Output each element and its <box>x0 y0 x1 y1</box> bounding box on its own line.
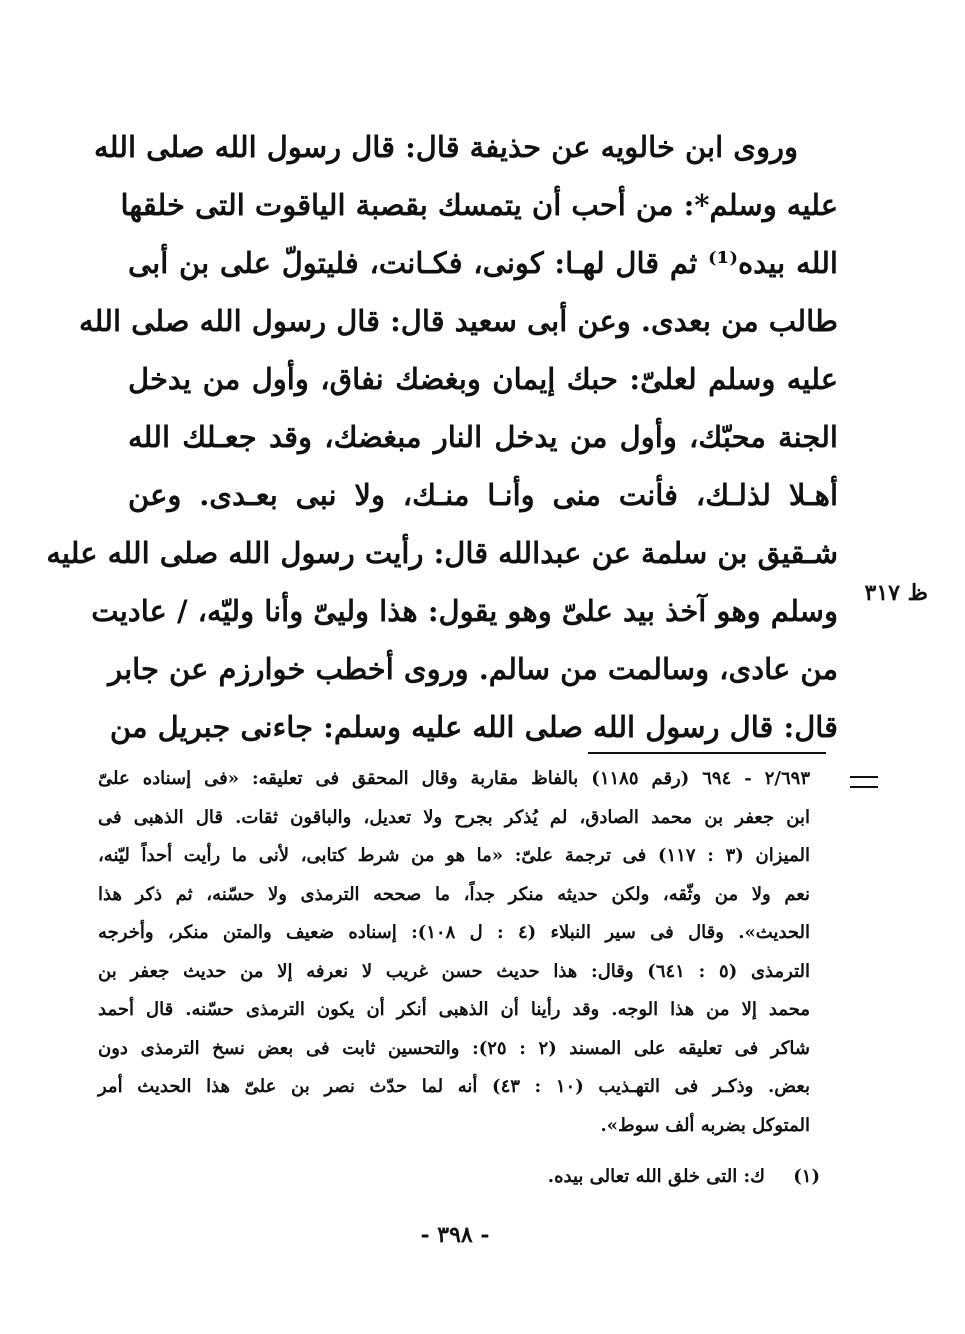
footnote-line: ٢/٦٩٣ - ٦٩٤ (رقم ١١٨٥) بالفاظ مقاربة وقال المحقق فى تعليقه: «فى إسناده علىّ <box>98 768 810 789</box>
footnote-separator-rule <box>588 752 826 754</box>
footnote-line: بعض. وذكـر فى التهـذيب (١٠ : ٤٣) أنه لما حدّث نصر بن علىّ هذا الحديث أمر <box>98 1076 810 1097</box>
footnote-1-number: (١) <box>793 1166 820 1187</box>
footnote-line: نعم ولا من وثّقه، ولكن حديثه منكر جداً، ما صححه الترمذى ولا حسّنه، ثم ذكر هذا <box>98 883 810 905</box>
main-text-line: وروى ابن خالويه عن حذيفة قال: قال رسول الله صلى الله <box>94 130 798 164</box>
page-number: - ٣٩٨ - <box>420 1222 490 1248</box>
main-text-line: من عادى، وسالمت من سالم. وروى أخطب خوارزم عن جابر <box>108 652 838 686</box>
footnote-line: ابن جعفر بن محمد الصادق، لم يُذكر بجرح ولا تعديل، والباقون ثقات. قال الذهبى فى <box>98 806 810 828</box>
main-text-line: الله بيده⁽¹⁾ ثم قال لهـا: كونى، فكـانت، فليتولّ على بن أبى <box>128 246 838 280</box>
footnote-line: محمد إلا من هذا الوجه. وقد رأينا أن الذهبى أنكر أن يكون الترمذى حسّنه. قال أحمد <box>98 999 810 1020</box>
footnote-star-note <box>98 760 810 1145</box>
main-text-line: أهـلا لذلـك، فأنت منى وأنـا منـك، ولا نبى بعـدى. وعن <box>128 478 838 512</box>
footnote-line: المتوكل بضربه ألف سوط». <box>600 1114 810 1136</box>
footnote-line: الحديث». وقال فى سير النبلاء (٤ : ل ١٠٨): إسناده ضعيف والمتن منكر، وأخرجه <box>98 922 811 943</box>
footnote-1-text: ك: التى خلق الله تعالى بيده. <box>547 1166 765 1187</box>
margin-folio-reference: ظ ٣١٧ <box>864 580 928 606</box>
main-text-line: الجنة محبّك، وأول من يدخل النار مبغضك، وقد جعـلك الله <box>128 420 838 454</box>
footnote-double-dash-marker <box>850 776 878 788</box>
main-text-line: عليه وسلم*: من أحب أن يتمسك بقصبة الياقوت التى خلقها <box>120 188 838 222</box>
footnote-1 <box>440 1160 820 1194</box>
main-text-line: طالب من بعدى. وعن أبى سعيد قال: قال رسول الله صلى الله <box>79 304 838 338</box>
main-text-line: عليه وسلم لعلىّ: حبك إيمان وبغضك نفاق، وأول من يدخل <box>128 362 838 396</box>
main-text-line: وسلم وهو آخذ بيد علىّ وهو يقول: هذا وليىّ وأنا وليّه، / عاديت <box>91 594 838 628</box>
footnote-line: شاكر فى تعليقه على المسند (٢ : ٢٥): والتحسين ثابت فى بعض نسخ الترمذى دون <box>98 1037 810 1059</box>
main-text-line: شـقيق بن سلمة عن عبدالله قال: رأيت رسول الله صلى الله عليه <box>46 536 838 570</box>
footnote-line: الميزان (٣ : ١١٧) فى ترجمة علىّ: «ما هو من شرط كتابى، لأنى ما رأيت أحداً ليّنه، <box>98 845 810 866</box>
main-text-block <box>46 118 838 756</box>
main-text-line: قال: قال رسول الله صلى الله عليه وسلم: جاءنى جبريل من <box>109 710 838 744</box>
footnote-line: الترمذى (٥ : ٦٤١) وقال: هذا حديث حسن غريب لا نعرفه إلا من حديث جعفر بن <box>98 960 810 982</box>
